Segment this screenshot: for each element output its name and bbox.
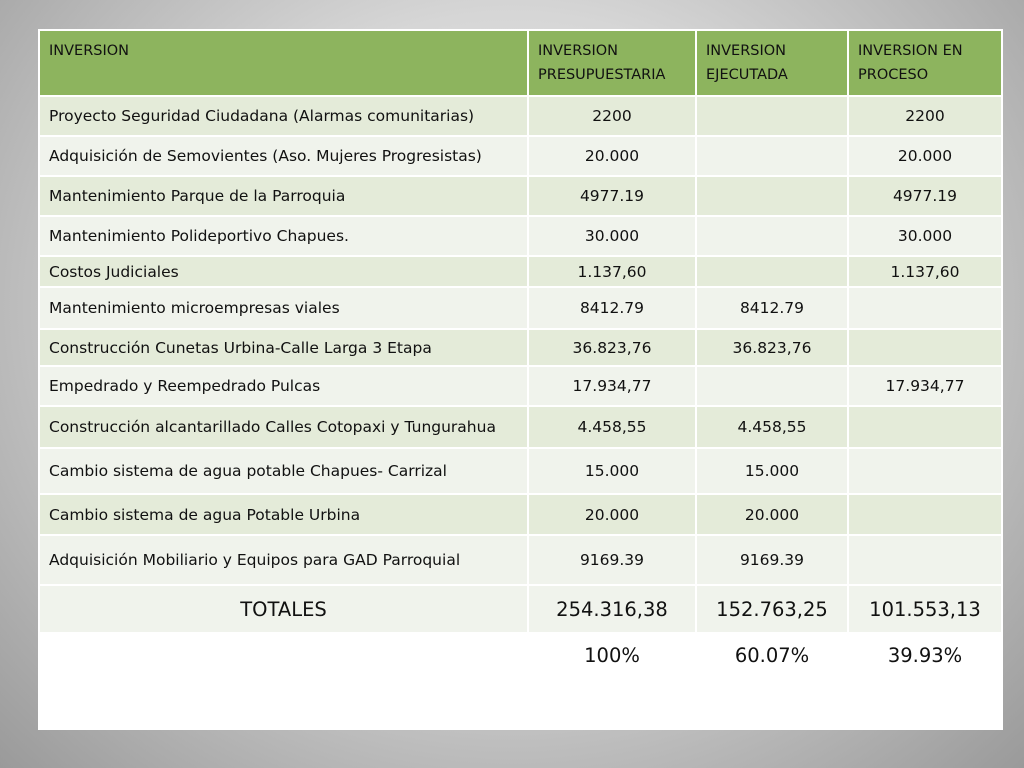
cell-proceso: 1.137,60 — [848, 256, 1002, 287]
table-row — [39, 136, 1002, 176]
header-presupuestaria: INVERSION PRESUPUESTARIA — [528, 30, 696, 96]
cell-ejecutada: 4.458,55 — [696, 406, 848, 448]
cell-proceso — [848, 329, 1002, 366]
cell-ejecutada — [696, 216, 848, 256]
cell-presupuestaria: 4977.19 — [528, 176, 696, 216]
header-row — [39, 30, 1002, 96]
cell-presupuestaria: 15.000 — [528, 448, 696, 494]
cell-proceso — [848, 287, 1002, 329]
cell-project: Mantenimiento Polideportivo Chapues. — [39, 216, 528, 256]
cell-proceso — [848, 406, 1002, 448]
header-proceso: INVERSION EN PROCESO — [848, 30, 1002, 96]
cell-ejecutada — [696, 256, 848, 287]
pct-presupuestaria: 100% — [528, 633, 696, 729]
pct-ejecutada: 60.07% — [696, 633, 848, 729]
table-row — [39, 176, 1002, 216]
cell-presupuestaria: 1.137,60 — [528, 256, 696, 287]
cell-project: Mantenimiento Parque de la Parroquia — [39, 176, 528, 216]
cell-presupuestaria: 30.000 — [528, 216, 696, 256]
header-inversion: INVERSION — [39, 30, 528, 96]
cell-ejecutada — [696, 366, 848, 406]
cell-project: Construcción Cunetas Urbina-Calle Larga 3 Etapa — [39, 329, 528, 366]
total-ejecutada: 152.763,25 — [696, 585, 848, 633]
cell-ejecutada: 8412.79 — [696, 287, 848, 329]
cell-presupuestaria: 20.000 — [528, 494, 696, 535]
cell-proceso: 2200 — [848, 96, 1002, 136]
cell-ejecutada: 36.823,76 — [696, 329, 848, 366]
cell-proceso: 20.000 — [848, 136, 1002, 176]
pct-proceso: 39.93% — [848, 633, 1002, 729]
totals-label: TOTALES — [39, 585, 528, 633]
cell-ejecutada: 15.000 — [696, 448, 848, 494]
table-row — [39, 287, 1002, 329]
cell-presupuestaria: 17.934,77 — [528, 366, 696, 406]
cell-project: Empedrado y Reempedrado Pulcas — [39, 366, 528, 406]
cell-project: Cambio sistema de agua Potable Urbina — [39, 494, 528, 535]
cell-presupuestaria: 2200 — [528, 96, 696, 136]
cell-project: Proyecto Seguridad Ciudadana (Alarmas comunitarias) — [39, 96, 528, 136]
table-row — [39, 216, 1002, 256]
cell-presupuestaria: 20.000 — [528, 136, 696, 176]
cell-proceso: 30.000 — [848, 216, 1002, 256]
total-presupuestaria: 254.316,38 — [528, 585, 696, 633]
cell-proceso — [848, 448, 1002, 494]
percentage-label — [39, 633, 528, 729]
total-proceso: 101.553,13 — [848, 585, 1002, 633]
table-row — [39, 494, 1002, 535]
cell-proceso: 4977.19 — [848, 176, 1002, 216]
cell-project: Mantenimiento microempresas viales — [39, 287, 528, 329]
totals-row — [39, 585, 1002, 633]
investment-table — [38, 29, 1003, 730]
cell-proceso: 17.934,77 — [848, 366, 1002, 406]
cell-project: Adquisición de Semovientes (Aso. Mujeres Progresistas) — [39, 136, 528, 176]
percentage-row — [39, 633, 1002, 729]
table-row — [39, 366, 1002, 406]
cell-project: Construcción alcantarillado Calles Cotopaxi y Tungurahua — [39, 406, 528, 448]
cell-presupuestaria: 4.458,55 — [528, 406, 696, 448]
cell-presupuestaria: 9169.39 — [528, 535, 696, 585]
cell-project: Adquisición Mobiliario y Equipos para GAD Parroquial — [39, 535, 528, 585]
table-row — [39, 535, 1002, 585]
cell-proceso — [848, 535, 1002, 585]
table-row — [39, 406, 1002, 448]
table-row — [39, 256, 1002, 287]
cell-ejecutada — [696, 176, 848, 216]
cell-presupuestaria: 36.823,76 — [528, 329, 696, 366]
cell-presupuestaria: 8412.79 — [528, 287, 696, 329]
header-ejecutada: INVERSION EJECUTADA — [696, 30, 848, 96]
cell-ejecutada — [696, 96, 848, 136]
table-row — [39, 329, 1002, 366]
cell-ejecutada — [696, 136, 848, 176]
cell-ejecutada: 9169.39 — [696, 535, 848, 585]
cell-project: Cambio sistema de agua potable Chapues- Carrizal — [39, 448, 528, 494]
table-row — [39, 96, 1002, 136]
cell-project: Costos Judiciales — [39, 256, 528, 287]
cell-ejecutada: 20.000 — [696, 494, 848, 535]
table-row — [39, 448, 1002, 494]
cell-proceso — [848, 494, 1002, 535]
